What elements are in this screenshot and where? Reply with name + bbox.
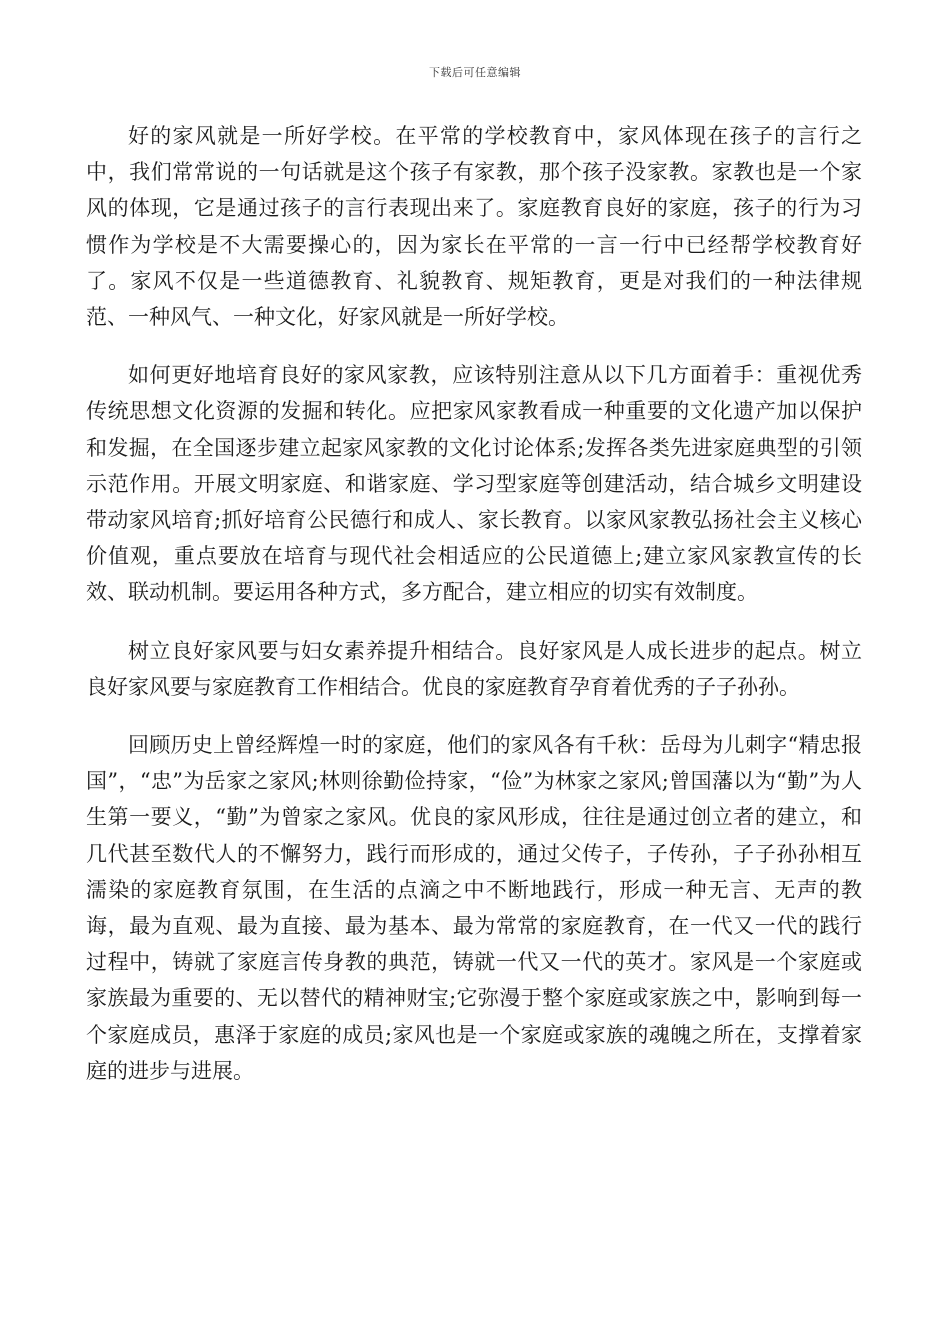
header-note: 下载后可任意编辑: [429, 66, 521, 79]
paragraph-good-family-style-school: 好的家风就是一所好学校。在平常的学校教育中，家风体现在孩子的言行之中，我们常常说的一句话就是这个孩子有家教，那个孩子没家教。家教也是一个家风的体现，它是通过孩子的言行表现出来了。家庭教育良好的家庭，孩子的行为习惯作为学校是不大需要操心的，因为家长在平常的一言一行中已经帮学校教育好了。家风不仅是一些道德教育、礼貌教育、规矩教育，更是对我们的一种法律规范、一种风气、一种文化，好家风就是一所好学校。: [86, 124, 862, 330]
paragraph-women-literacy: 树立良好家风要与妇女素养提升相结合。良好家风是人成长进步的起点。树立良好家风要与家庭教育工作相结合。优良的家庭教育孕育着优秀的子子孙孙。: [86, 638, 862, 699]
paragraph-historical-families: 回顾历史上曾经辉煌一时的家庭，他们的家风各有千秋：岳母为儿刺字“精忠报国”，“忠”为岳家之家风;林则徐勤俭持家，“俭”为林家之家风;曾国藩以为“勤”为人生第一要义，“勤”为曾家之家风。优良的家风形成，往往是通过创立者的建立，和几代甚至数代人的不懈努力，践行而形成的，通过父传子，子传孙，子子孙孙相互濡染的家庭教育氛围，在生活的点滴之中不断地践行，形成一种无言、无声的教诲，最为直观、最为直接、最为基本、最为常常的家庭教育，在一代又一代的践行过程中，铸就了家庭言传身教的典范，铸就一代又一代的英才。家风是一个家庭或家族最为重要的、无以替代的精神财宝;它弥漫于整个家庭或家族之中，影响到每一个家庭成员，惠泽于家庭的成员;家风也是一个家庭或家族的魂魄之所在，支撑着家庭的进步与进展。: [86, 733, 862, 1083]
document-body: [86, 118, 862, 1089]
paragraph-cultivate-family-style: 如何更好地培育良好的家风家教，应该特别注意从以下几方面着手：重视优秀传统思想文化资源的发掘和转化。应把家风家教看成一种重要的文化遗产加以保护和发掘，在全国逐步建立起家风家教的文化讨论体系;发挥各类先进家庭典型的引领示范作用。开展文明家庭、和谐家庭、学习型家庭等创建活动，结合城乡文明建设带动家风培育;抓好培育公民德行和成人、家长教育。以家风家教弘扬社会主义核心价值观，重点要放在培育与现代社会相适应的公民道德上;建立家风家教宣传的长效、联动机制。要运用各种方式，多方配合，建立相应的切实有效制度。: [86, 363, 862, 605]
